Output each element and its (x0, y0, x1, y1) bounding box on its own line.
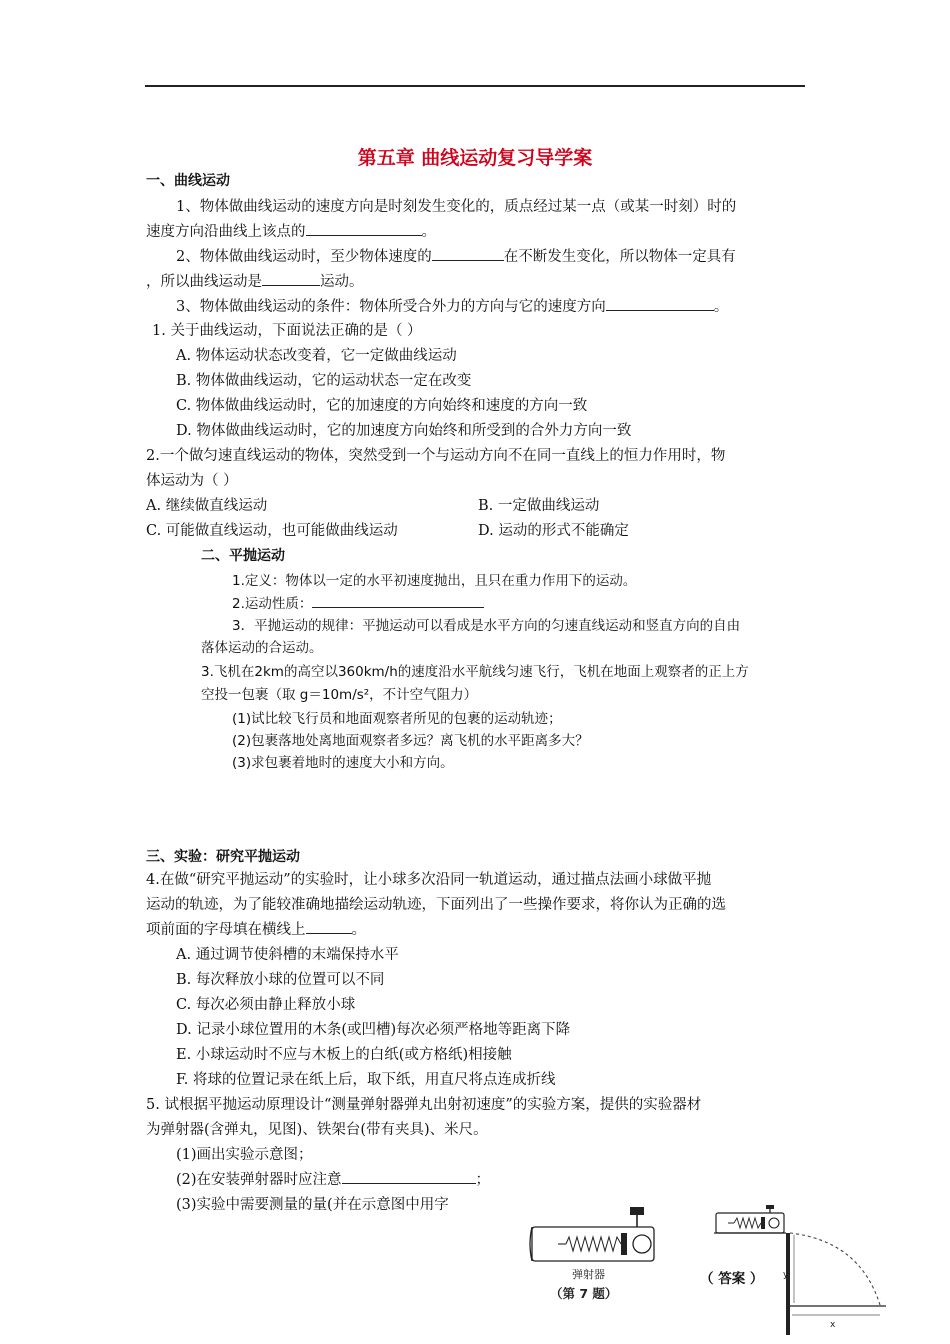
trigger-icon (766, 1205, 774, 1209)
q4-option-f[interactable]: F. 将球的位置记录在纸上后，取下纸，用直尺将点连成折线 (176, 1072, 556, 1088)
q4-stem-end: 。 (351, 922, 366, 938)
q4-stem-text: 项前面的字母填在横线上 (146, 922, 306, 938)
q2-option-a[interactable]: A. 继续做直线运动 (146, 498, 268, 514)
table-edge (786, 1233, 790, 1335)
q5-sub1: (1)画出实验示意图； (176, 1147, 313, 1163)
s1-p3-text: 3、物体做曲线运动的条件：物体所受合外力的方向与它的速度方向 (176, 299, 606, 315)
s1-p1-line2 (146, 220, 436, 241)
s1-p2-text-c: ，所以曲线运动是 (146, 274, 262, 290)
q4-option-e[interactable]: E. 小球运动时不应与木板上的白纸(或方格纸)相接触 (176, 1047, 512, 1063)
s1-p2-text-a: 2、物体做曲线运动时，至少物体速度的 (176, 249, 432, 265)
s2-definition: 1.定义：物体以一定的水平初速度抛出，且只在重力作用下的运动。 (232, 573, 637, 589)
s1-p3-end: 。 (713, 299, 729, 315)
header-rule (145, 85, 805, 87)
q2-option-b[interactable]: B. 一定做曲线运动 (478, 498, 600, 514)
q5-stem-line1: 5. 试根据平抛运动原理设计“测量弹射器弹丸出射初速度”的实验方案，提供的实验器材 (146, 1097, 702, 1113)
launcher-tube (532, 1227, 654, 1261)
q2-stem-line1: 2.一个做匀速直线运动的物体，突然受到一个与运动方向不在同一直线上的恒力作用时，物 (146, 448, 726, 464)
q2-option-d[interactable]: D. 运动的形式不能确定 (478, 523, 629, 539)
y-axis-label: y (783, 1270, 789, 1280)
q3-sub3: (3)求包裹着地时的速度大小和方向。 (232, 755, 454, 771)
s1-p2-line2 (146, 270, 364, 291)
figure-caption: （第 7 题） (550, 1286, 618, 1301)
s1-p3 (176, 295, 728, 316)
s1-p2-line1 (176, 245, 736, 266)
q1-option-d[interactable]: D. 物体做曲线运动时，它的加速度方向始终和所受到的合外力方向一致 (176, 423, 632, 439)
q4-stem-line1: 4.在做“研究平抛运动”的实验时，让小球多次沿同一轨道运动，通过描点法画小球做平抛 (146, 872, 712, 888)
s2-rule-line1: 3．平抛运动的规律：平抛运动可以看成是水平方向的匀速直线运动和竖直方向的自由 (232, 618, 741, 634)
s2-rule-line2: 落体运动的合运动。 (201, 640, 323, 656)
x-axis-label: x (830, 1320, 836, 1330)
launcher-tube (716, 1213, 784, 1233)
q4-option-d[interactable]: D. 记录小球位置用的木条(或凹槽)每次必须严格地等距离下降 (176, 1022, 571, 1038)
q5-stem-line2: 为弹射器(含弹丸，见图)、铁架台(带有夹具)、米尺。 (146, 1122, 488, 1138)
q4-stem-line3 (146, 918, 366, 939)
answer-figure (710, 1205, 890, 1340)
q4-option-c[interactable]: C. 每次必须由静止释放小球 (176, 997, 356, 1013)
s2-property-label: 2.运动性质： (232, 596, 313, 612)
spring-icon (566, 1237, 621, 1251)
q5-sub2-end: ； (475, 1172, 491, 1188)
q3-sub1: (1)试比较飞行员和地面观察者所见的包裹的运动轨迹； (232, 711, 562, 727)
pellet-icon (769, 1218, 779, 1228)
q2-stem-line2: 体运动为（ ） (146, 473, 238, 489)
section2-heading: 二、平抛运动 (201, 548, 285, 564)
section1-heading: 一、曲线运动 (146, 173, 230, 189)
page-title: 第五章 曲线运动复习导学案 (357, 147, 593, 169)
q4-stem-line2: 运动的轨迹，为了能较准确地描绘运动轨迹，下面列出了一些操作要求，将你认为正确的选 (146, 897, 726, 913)
q1-option-a[interactable]: A. 物体运动状态改变着，它一定做曲线运动 (176, 348, 457, 364)
q4-option-a[interactable]: A. 通过调节使斜槽的末端保持水平 (176, 947, 399, 963)
answer-blank[interactable] (432, 246, 504, 261)
q5-sub3: (3)实验中需要测量的量(并在示意图中用字 (176, 1197, 449, 1213)
answer-blank[interactable] (342, 1169, 476, 1184)
q1-stem: 1. 关于曲线运动，下面说法正确的是（ ） (152, 323, 422, 339)
s1-p1-end: 。 (421, 224, 436, 240)
q4-option-b[interactable]: B. 每次释放小球的位置可以不同 (176, 972, 385, 988)
q5-sub2-text: (2)在安装弹射器时应注意 (176, 1172, 342, 1188)
s2-property (232, 592, 484, 612)
trajectory-curve (790, 1233, 880, 1305)
q2-option-c[interactable]: C. 可能做直线运动，也可能做曲线运动 (146, 523, 398, 539)
answer-blank[interactable] (306, 221, 422, 236)
answer-blank[interactable] (606, 296, 714, 311)
s1-p1-text: 速度方向沿曲线上该点的 (146, 224, 306, 240)
pellet-icon (633, 1235, 651, 1253)
s1-p2-text-d: 运动。 (320, 274, 364, 290)
q1-option-b[interactable]: B. 物体做曲线运动，它的运动状态一定在改变 (176, 373, 472, 389)
launcher-label: 弹射器 (572, 1268, 605, 1281)
spring-icon (734, 1218, 761, 1228)
answer-label: （ 答案 ） (700, 1271, 764, 1287)
s1-p1-line1: 1、物体做曲线运动的速度方向是时刻发生变化的，质点经过某一点（或某一时刻）时的 (176, 199, 737, 215)
answer-blank[interactable] (262, 271, 320, 286)
trigger-icon (630, 1207, 644, 1215)
section3-heading: 三、实验：研究平抛运动 (146, 849, 300, 865)
launcher-figure (528, 1205, 668, 1305)
answer-blank[interactable] (306, 919, 352, 934)
q1-option-c[interactable]: C. 物体做曲线运动时，它的加速度的方向始终和速度的方向一致 (176, 398, 588, 414)
answer-blank[interactable] (312, 593, 484, 608)
q3-stem-line2: 空投一包裹（取 g＝10m/s²，不计空气阻力） (201, 687, 478, 703)
q3-sub2: (2)包裹落地处离地面观察者多远？离飞机的水平距离多大？ (232, 733, 589, 749)
q3-stem-line1: 3.飞机在2km的高空以360km/h的速度沿水平航线匀速飞行，飞机在地面上观察者的正上方 (201, 664, 749, 680)
q5-sub2 (176, 1168, 490, 1189)
s1-p2-text-b: 在不断发生变化，所以物体一定具有 (503, 249, 736, 265)
